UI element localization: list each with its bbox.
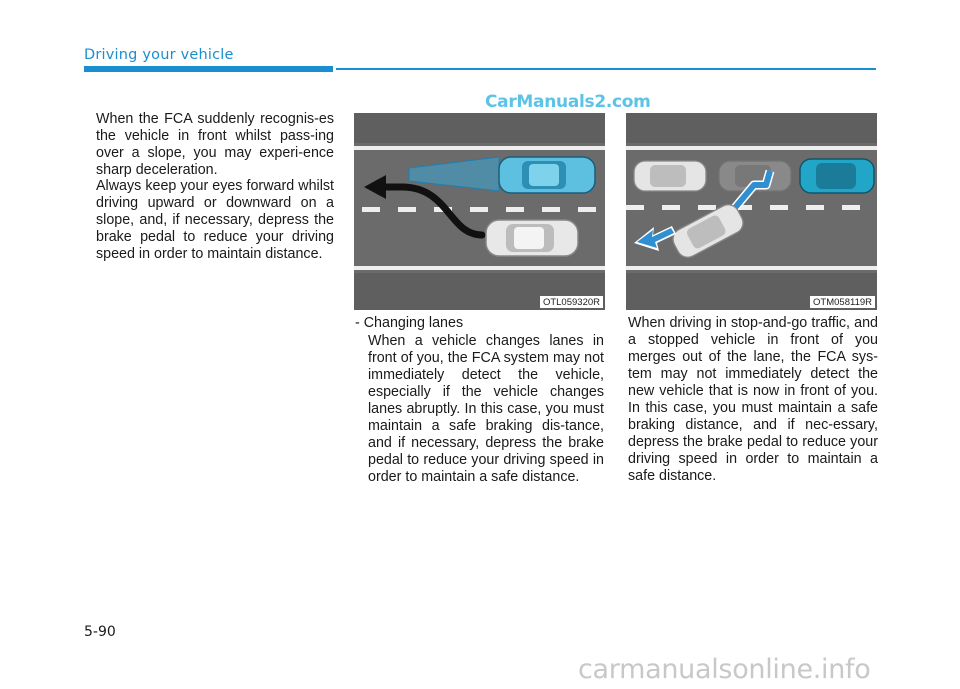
lead-car-highlighted bbox=[499, 157, 595, 193]
figure-code-label: OTL059320R bbox=[540, 296, 603, 308]
lane-edge-line-bottom bbox=[626, 266, 877, 270]
left-paragraph-2: Always keep your eyes forward whilst driving upward or downward on a slope, and, if necessary, depress the brake pedal to reduce your driving speed in order to maintain distance. bbox=[96, 178, 334, 262]
watermark-bottom: carmanualsonline.info bbox=[578, 654, 871, 685]
section-title: Driving your vehicle bbox=[84, 47, 234, 63]
stop-and-go-illustration bbox=[626, 113, 877, 310]
middle-paragraph: When a vehicle changes lanes in front of you, the FCA system may not immediately detect the vehicle, especially if the vehicle changes lanes abruptly. In this case, you must maintain a safe braking dis-tance, and if necessary, depress the brake pedal to reduce your driving speed in order to maintain a safe distance. bbox=[368, 333, 604, 485]
page-number: 5-90 bbox=[84, 624, 116, 640]
figure-changing-lanes bbox=[354, 113, 605, 310]
lead-car-highlighted bbox=[800, 159, 874, 193]
subheading-changing-lanes: - Changing lanes bbox=[355, 315, 464, 331]
figure-stop-and-go bbox=[626, 113, 877, 310]
header-accent-bar bbox=[84, 66, 333, 72]
changing-lanes-illustration bbox=[354, 113, 605, 310]
right-paragraph: When driving in stop-and-go traffic, and a stopped vehicle in front of you merges out of the lane, the FCA sys-tem may not immediately detect the new vehicle that is now in front of you. In this case, you must maintain a safe braking distance, and if nec-essary, depress the brake pedal to reduce your driving speed in order to maintain a safe distance. bbox=[628, 315, 878, 484]
lane-edge-line-bottom bbox=[354, 266, 605, 270]
rear-car bbox=[634, 161, 706, 191]
watermark-top: CarManuals2.com bbox=[485, 92, 651, 112]
figure-code-label: OTM058119R bbox=[810, 296, 875, 308]
lane-edge-line-top bbox=[626, 146, 877, 150]
left-paragraph-1: When the FCA suddenly recognis-es the vehicle in front whilst pass-ing over a slope, you may experi-ence sharp deceleration. bbox=[96, 111, 334, 178]
own-car bbox=[486, 220, 578, 256]
header-rule bbox=[336, 68, 876, 70]
lane-edge-line-top bbox=[354, 146, 605, 150]
